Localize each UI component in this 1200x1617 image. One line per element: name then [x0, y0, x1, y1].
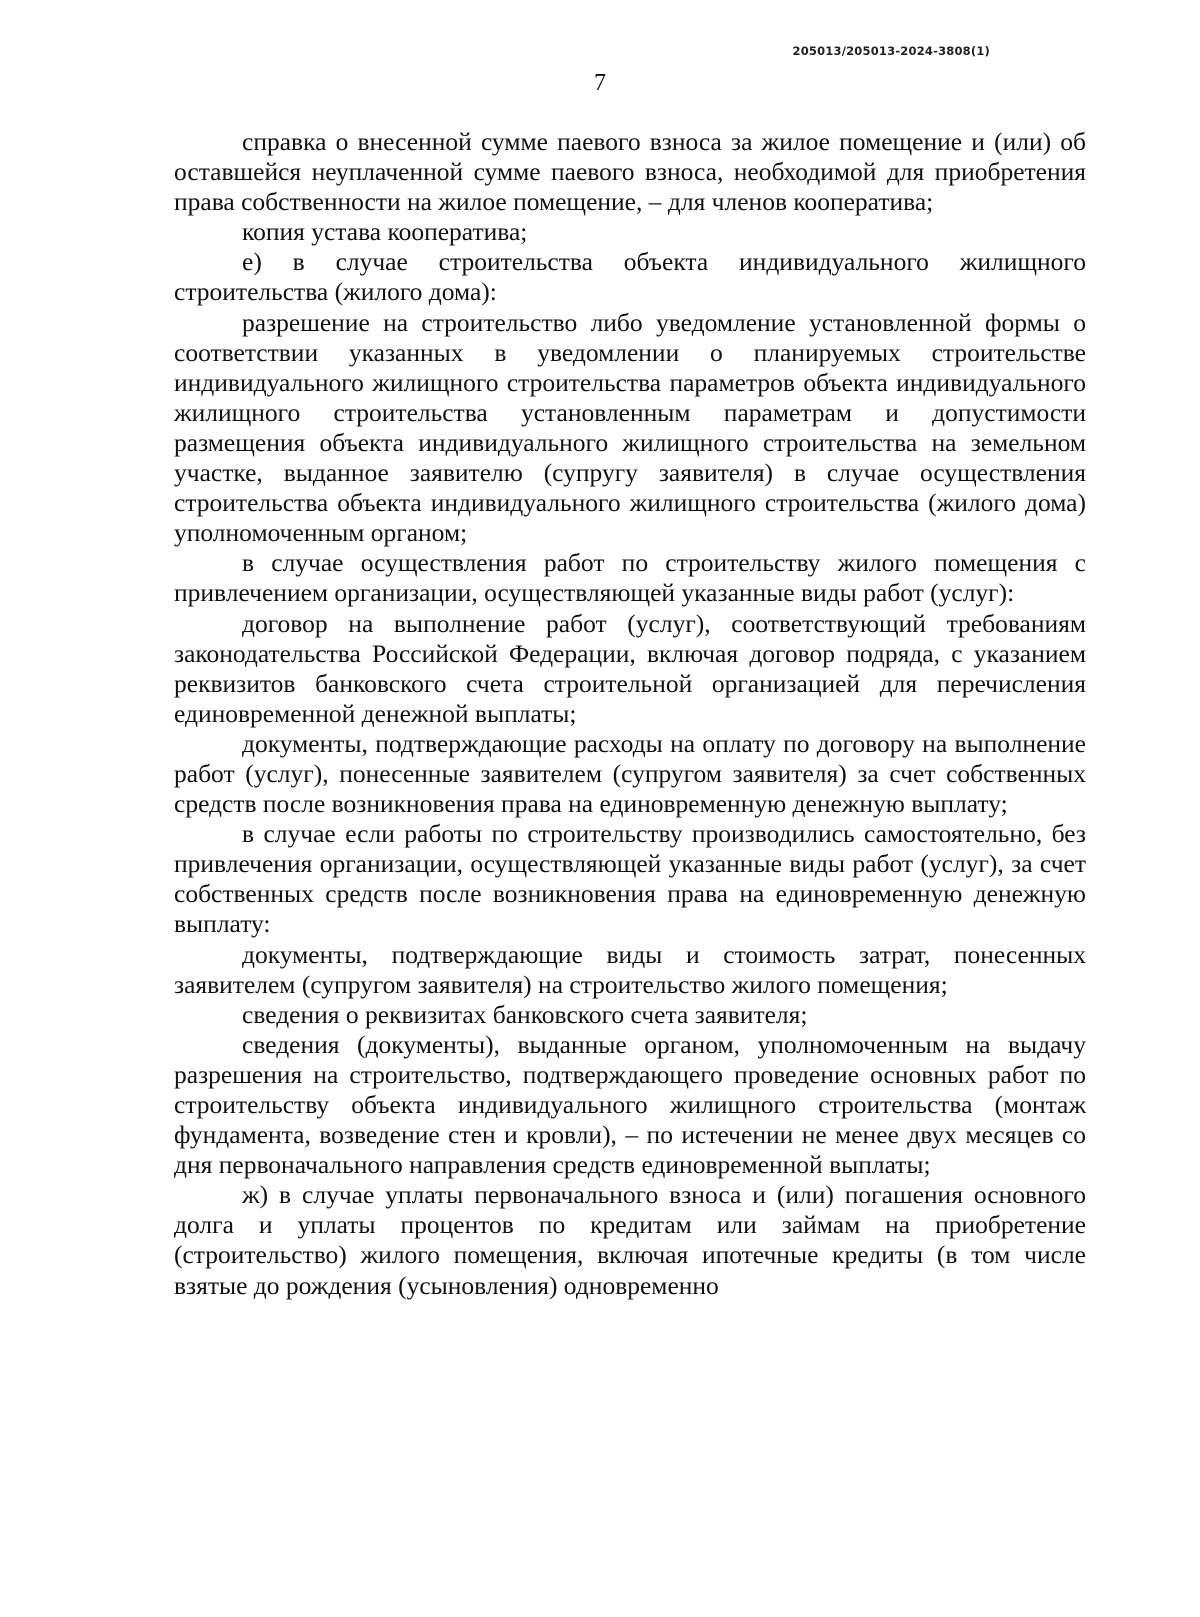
paragraph-expense-documents: документы, подтверждающие расходы на оплату по договору на выполнение работ (услуг), понесенные заявителем (супругом заявителя) за счет собственных средств после возникновения права на единовременную денежную выплату;: [174, 728, 1086, 819]
paragraph-item-zh: ж) в случае уплаты первоначального взноса и (или) погашения основного долга и уплаты процентов по кредитам или займам на приобретение (строительство) жилого помещения, включая ипотечные кредиты (в том числе взятые до рождения (усыновления) одновременно: [174, 1180, 1086, 1300]
paragraph-building-permit: разрешение на строительство либо уведомление установленной формы о соответствии указанных в уведомлении о планируемых строительстве индивидуального жилищного строительства параметров объекта индивидуального жилищного строительства установленным параметрам и допустимости размещения объекта индивидуального жилищного строительства на земельном участке, выданное заявителю (супругу заявителя) в случае осуществления строительства объекта индивидуального жилищного строительства (жилого дома) уполномоченным органом;: [174, 307, 1086, 548]
page-number: 7: [594, 70, 606, 96]
paragraph-cooperative-charter: копия устава кооператива;: [242, 217, 528, 247]
paragraph-authority-info: сведения (документы), выданные органом, уполномоченным на выдачу разрешения на строительство, подтверждающего проведение основных работ по строительству объекта индивидуального жилищного строительства (монтаж фундамента, возведение стен и кровли), – по истечении не менее двух месяцев со дня первоначального направления средств единовременной выплаты;: [174, 1029, 1086, 1180]
paragraph-cooperative-certificate: справка о внесенной сумме паевого взноса за жилое помещение и (или) об оставшейся неуплаченной сумме паевого взноса, необходимой для приобретения права собственности на жилое помещение, – для членов кооператива;: [174, 127, 1086, 217]
paragraph-cost-documents: документы, подтверждающие виды и стоимость затрат, понесенных заявителем (супругом заявителя) на строительство жилого помещения;: [174, 939, 1086, 999]
body-text: [174, 127, 1086, 1301]
paragraph-bank-details: сведения о реквизитах банковского счета заявителя;: [242, 999, 808, 1029]
document-id: 205013/205013-2024-3808(1): [792, 44, 990, 58]
paragraph-self-construction: в случае если работы по строительству производились самостоятельно, без привлечения организации, осуществляющей указанные виды работ (услуг), за счет собственных средств после возникновения права на единовременную денежную выплату:: [174, 819, 1086, 939]
paragraph-works-contract: договор на выполнение работ (услуг), соответствующий требованиям законодательства Российской Федерации, включая договор подряда, с указанием реквизитов банковского счета строительной организацией для перечисления единовременной денежной выплаты;: [174, 608, 1086, 728]
paragraph-contractor-works: в случае осуществления работ по строительству жилого помещения с привлечением организации, осуществляющей указанные виды работ (услуг):: [174, 548, 1086, 608]
paragraph-item-e: е) в случае строительства объекта индивидуального жилищного строительства (жилого дома):: [174, 247, 1086, 307]
